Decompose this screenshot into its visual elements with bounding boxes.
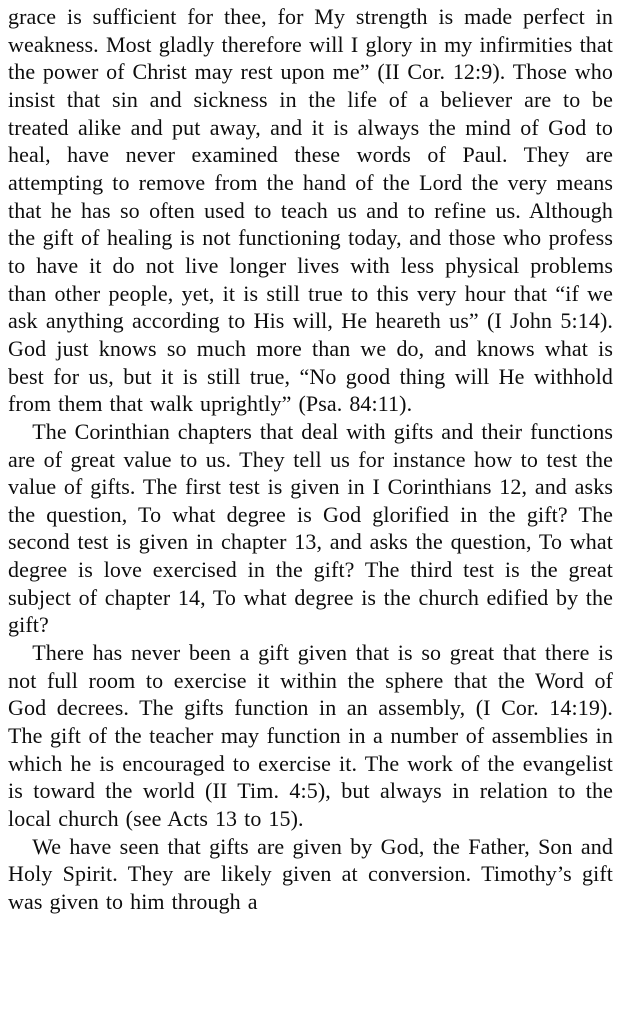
paragraph-corinthian-chapters: The Corinthian chapters that deal with gifts and their functions are of great value to us. They tell us for instance how to test the value of gifts. The first test is given in I Corinthians 12, and asks the question, To what degree is God glorified in the gift? The second test is given in chapter 13, and asks the question, To what degree is love exercised in the gift? The third test is the great subject of chapter 14, To what degree is the church edified by the gift? [8, 418, 613, 638]
paragraph-continuation: grace is sufficient for thee, for My strength is made perfect in weakness. Most gladly therefore will I glory in my infirmities that the power of Christ may rest upon me” (II Cor. 12:9). Those who insist that sin and sickness in the life of a believer are to be treated alike and put away, and it is always the mind of God to heal, have never examined these words of Paul. They are attempting to remove from the hand of the Lord the very means that he has so often used to teach us and to refine us. Although the gift of healing is not functioning today, and those who profess to have it do not live longer lives with less physical problems than other people, yet, it is still true to this very hour that “if we ask anything according to His will, He heareth us” (I John 5:14). God just knows so much more than we do, and knows what is best for us, but it is still true, “No good thing will He withhold from them that walk uprightly” (Psa. 84:11). [8, 4, 613, 417]
paragraph-gifts-given: We have seen that gifts are given by God, the Father, Son and Holy Spirit. They are likely given at conversion. Timothy’s gift was given to him through a [8, 833, 613, 914]
page-text-block [8, 3, 613, 916]
paragraph-gift-sphere: There has never been a gift given that is so great that there is not full room to exercise it within the sphere that the Word of God decrees. The gifts function in an assembly, (I Cor. 14:19). The gift of the teacher may function in a number of assemblies in which he is encouraged to exercise it. The work of the evangelist is toward the world (II Tim. 4:5), but always in relation to the local church (see Acts 13 to 15). [8, 640, 613, 832]
